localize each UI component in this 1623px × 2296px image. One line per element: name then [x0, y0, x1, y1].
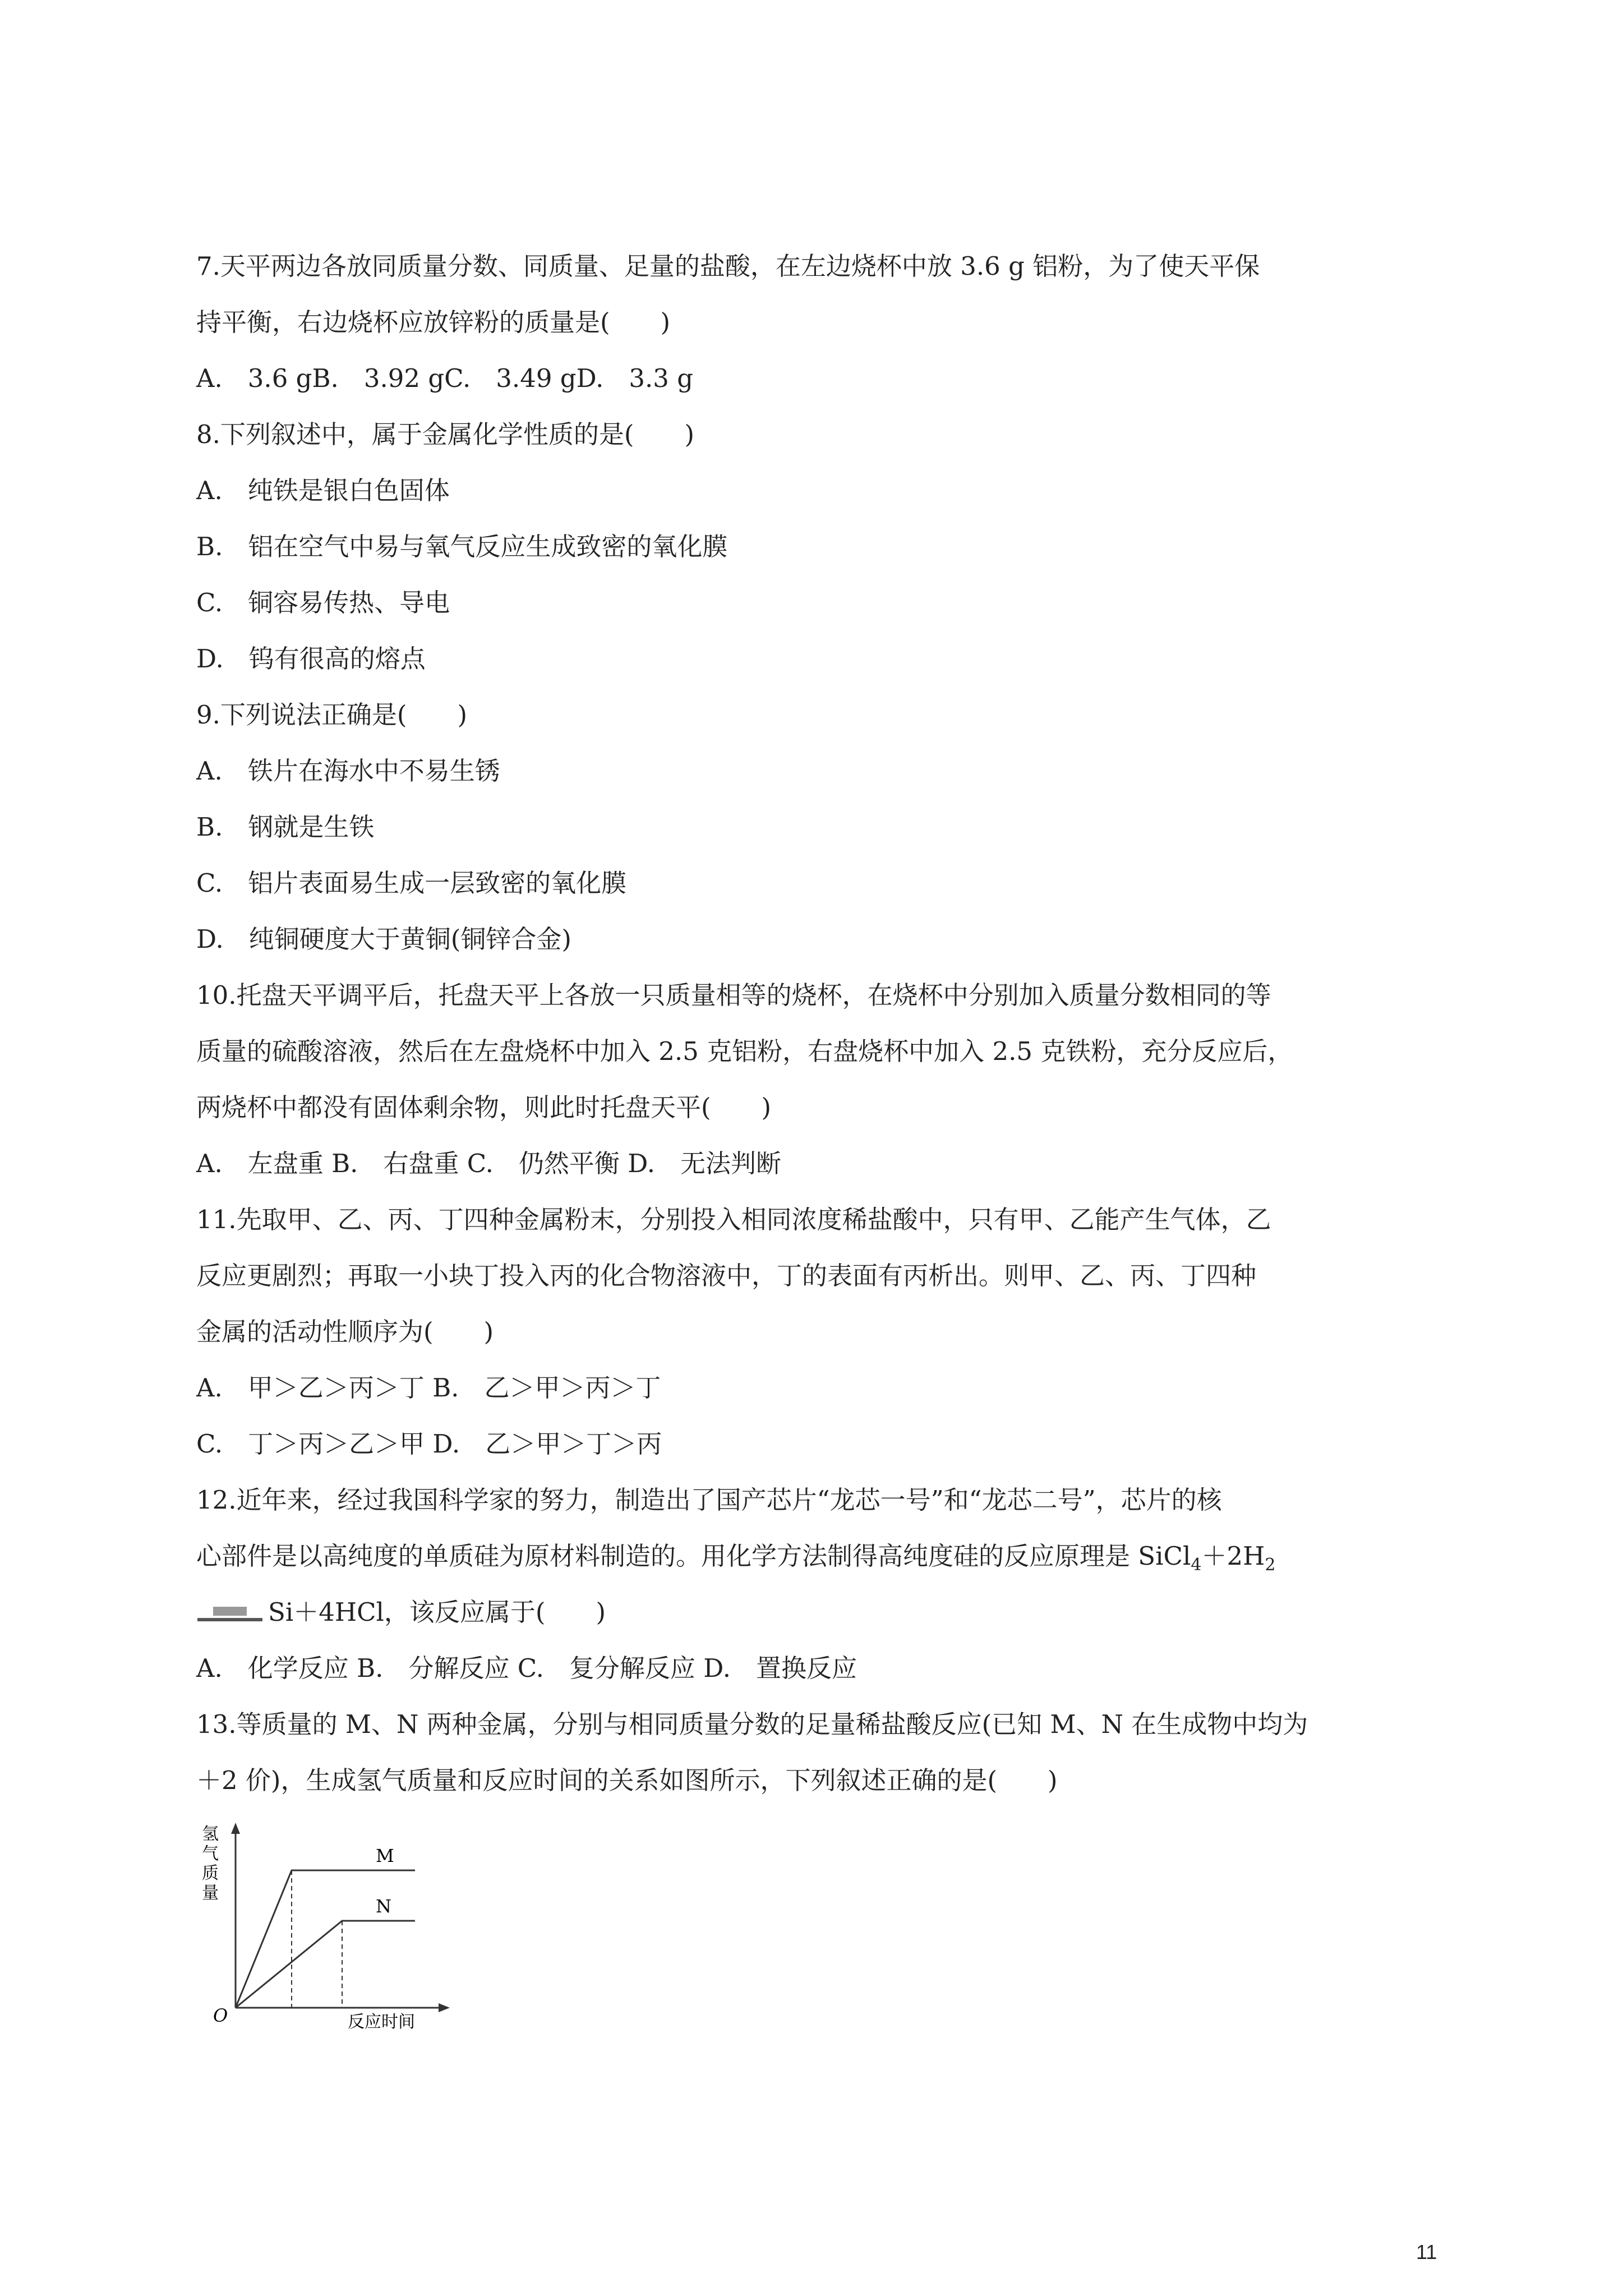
q12-options: A. 化学反应 B. 分解反应 C. 复分解反应 D. 置换反应 [196, 1653, 857, 1683]
q9-option-c: C. 铝片表面易生成一层致密的氧化膜 [196, 868, 627, 898]
q8-option-c: C. 铜容易传热、导电 [196, 588, 450, 617]
q9-stem: 9.下列说法正确是( ) [196, 700, 468, 730]
q7-stem-line2: 持平衡，右边烧杯应放锌粉的质量是( ) [196, 307, 671, 337]
origin-label: O [213, 2005, 228, 2026]
q9-option-d: D. 纯铜硬度大于黄铜(铜锌合金) [196, 924, 571, 954]
q11-options-ab: A. 甲＞乙＞丙＞丁 B. 乙＞甲＞丙＞丁 [196, 1373, 661, 1403]
q10-stem-line3: 两烧杯中都没有固体剩余物，则此时托盘天平( ) [196, 1092, 772, 1122]
q8-option-d: D. 钨有很高的熔点 [196, 644, 426, 674]
q12-subscript-4: 4 [1191, 1555, 1202, 1575]
q12-subscript-2: 2 [1265, 1555, 1276, 1575]
q11-stem-line1: 11.先取甲、乙、丙、丁四种金属粉末，分别投入相同浓度稀盐酸中，只有甲、乙能产生气体，乙 [196, 1205, 1271, 1234]
q12-line3-text: Si＋4HCl，该反应属于( ) [268, 1597, 606, 1627]
q12-line2-text: 心部件是以高纯度的单质硅为原材料制造的。用化学方法制得高纯度硅的反应原理是 SiCl [196, 1541, 1191, 1571]
q7-options: A. 3.6 gB. 3.92 gC. 3.49 gD. 3.3 g [196, 363, 694, 393]
series-m-label: M [376, 1845, 394, 1866]
q13-stem-line2: ＋2 价)，生成氢气质量和反应时间的关系如图所示，下列叙述正确的是( ) [196, 1765, 1058, 1795]
y-axis-label-char-2: 气 [202, 1844, 219, 1864]
series-m-line [236, 1870, 415, 2008]
high-temp-arrow-icon [196, 1603, 264, 1626]
series-n-label: N [376, 1896, 391, 1917]
q12-stem-line2 [196, 1539, 1275, 1582]
q8-option-b: B. 铝在空气中易与氧气反应生成致密的氧化膜 [196, 532, 728, 561]
q12-stem-line3 [196, 1596, 606, 1629]
q9-option-a: A. 铁片在海水中不易生锈 [196, 756, 500, 786]
y-axis-arrow-icon [231, 1823, 240, 1834]
x-axis-arrow-icon [439, 2003, 450, 2012]
y-axis-label-char-3: 质 [202, 1864, 219, 1883]
q11-stem-line3: 金属的活动性顺序为( ) [196, 1317, 494, 1347]
q12-plus-2h: ＋2H [1201, 1541, 1265, 1571]
hydrogen-mass-graph [191, 1817, 460, 2030]
y-axis-label-char-4: 量 [202, 1883, 219, 1903]
q10-stem-line1: 10.托盘天平调平后，托盘天平上各放一只质量相等的烧杯，在烧杯中分别加入质量分数相同的等 [196, 980, 1271, 1010]
series-n-line [236, 1921, 415, 2008]
q8-stem: 8.下列叙述中，属于金属化学性质的是( ) [196, 419, 695, 449]
q10-options: A. 左盘重 B. 右盘重 C. 仍然平衡 D. 无法判断 [196, 1149, 781, 1178]
q10-stem-line2: 质量的硫酸溶液，然后在左盘烧杯中加入 2.5 克铝粉，右盘烧杯中加入 2.5 克铁粉，充分反应后， [196, 1036, 1293, 1066]
q8-option-a: A. 纯铁是银白色固体 [196, 476, 450, 505]
x-axis-label: 反应时间 [348, 2012, 415, 2030]
q9-option-b: B. 钢就是生铁 [196, 812, 375, 842]
q7-stem-line1: 7.天平两边各放同质量分数、同质量、足量的盐酸，在左边烧杯中放 3.6 g 铝粉，为了使天平保 [196, 251, 1260, 281]
q11-stem-line2: 反应更剧烈；再取一小块丁投入丙的化合物溶液中，丁的表面有丙析出。则甲、乙、丙、丁四种 [196, 1261, 1257, 1290]
q11-options-cd: C. 丁＞丙＞乙＞甲 D. 乙＞甲＞丁＞丙 [196, 1429, 662, 1459]
q12-stem-line1: 12.近年来，经过我国科学家的努力，制造出了国产芯片“龙芯一号”和“龙芯二号”，芯片的核 [196, 1485, 1222, 1515]
q13-stem-line1: 13.等质量的 M、N 两种金属，分别与相同质量分数的足量稀盐酸反应(已知 M、N 在生成物中均为 [196, 1709, 1308, 1739]
y-axis-label-char-1: 氢 [202, 1824, 219, 1844]
page-number: 11 [1416, 2240, 1437, 2263]
